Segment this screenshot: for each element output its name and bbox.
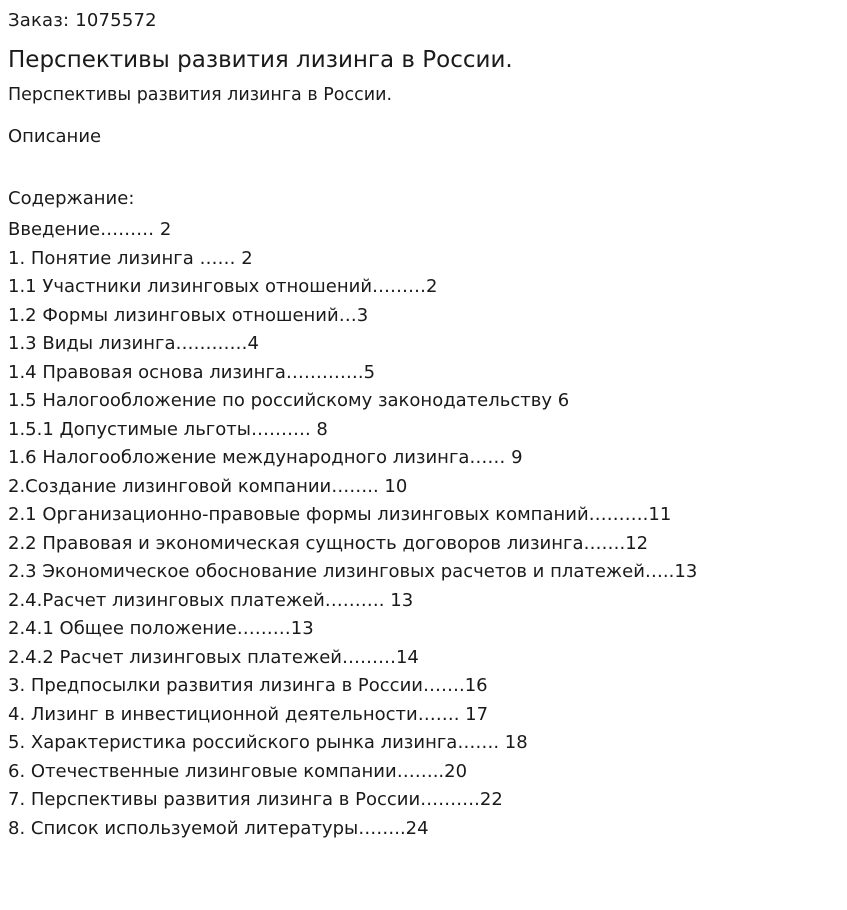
toc-item: 1.5 Налогообложение по российскому законодательству 6 [8, 390, 570, 411]
toc-item: 2.1 Организационно-правовые формы лизинговых компаний……….11 [8, 504, 672, 525]
toc-item: 2.Создание лизинговой компании…….. 10 [8, 475, 408, 497]
table-of-contents [8, 216, 839, 843]
toc-item: 1.3 Виды лизинга…………4 [8, 333, 259, 354]
toc-item: 1.6 Налогообложение международного лизинга…… 9 [8, 447, 523, 468]
toc-item: 1.2 Формы лизинговых отношений…3 [8, 304, 369, 326]
toc-item: 1.5.1 Допустимые льготы………. 8 [8, 418, 328, 440]
toc-item: 5. Характеристика российского рынка лизинга……. 18 [8, 732, 528, 753]
page-title: Перспективы развития лизинга в России. [8, 47, 513, 73]
toc-item: 1. Понятие лизинга …… 2 [8, 247, 253, 269]
toc-item: 4. Лизинг в инвестиционной деятельности……. 17 [8, 703, 489, 725]
page-subtitle: Перспективы развития лизинга в России. [8, 85, 393, 105]
toc-item: Введение……… 2 [8, 219, 172, 240]
toc-item: 2.4.Расчет лизинговых платежей………. 13 [8, 589, 414, 611]
toc-item: 2.4.2 Расчет лизинговых платежей………14 [8, 646, 419, 668]
toc-item: 8. Список используемой литературы……..24 [8, 817, 429, 839]
toc-item: 2.3 Экономическое обоснование лизинговых расчетов и платежей…..13 [8, 561, 698, 582]
toc-item: 3. Предпосылки развития лизинга в России…….16 [8, 675, 488, 696]
document-page [8, 0, 839, 843]
toc-item: 6. Отечественные лизинговые компании……..20 [8, 760, 468, 782]
toc-item: 1.4 Правовая основа лизинга………….5 [8, 361, 376, 383]
toc-item: 7. Перспективы развития лизинга в России……….22 [8, 789, 503, 810]
toc-item: 2.2 Правовая и экономическая сущность договоров лизинга…….12 [8, 532, 649, 554]
toc-heading: Содержание: [8, 188, 135, 209]
order-number: Заказ: 1075572 [8, 10, 157, 31]
description-heading: Описание [8, 126, 102, 147]
toc-item: 2.4.1 Общее положение………13 [8, 618, 314, 639]
toc-item: 1.1 Участники лизинговых отношений………2 [8, 276, 438, 297]
